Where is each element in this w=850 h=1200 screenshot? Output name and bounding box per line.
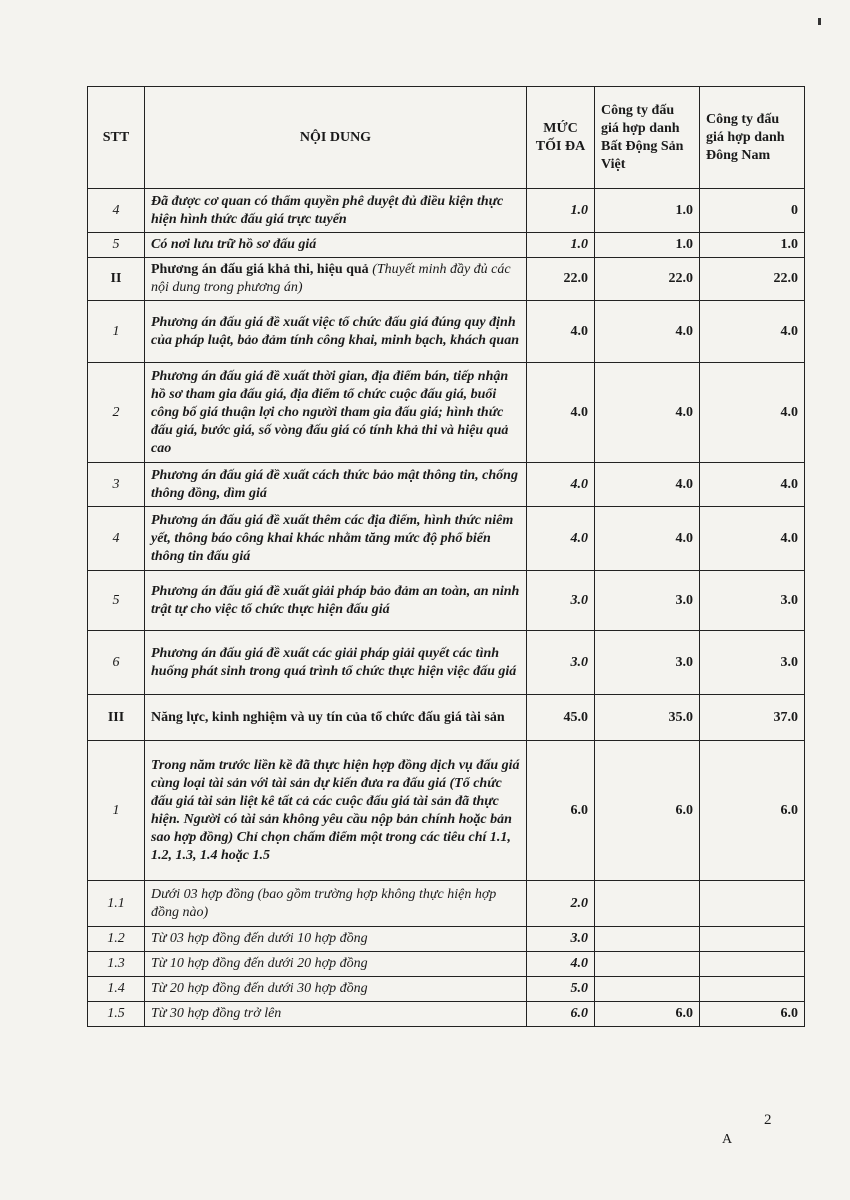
row-stt: 1.2: [88, 927, 145, 952]
row-stt: 6: [88, 631, 145, 695]
row-max: 3.0: [527, 927, 595, 952]
row-max: 5.0: [527, 977, 595, 1002]
row-content: [145, 258, 527, 301]
table-row: [88, 741, 805, 881]
header-muc-toi-da: MỨC TỐI ĐA: [527, 87, 595, 189]
page-mark: A: [722, 1132, 733, 1147]
row-score-1: 4.0: [595, 363, 700, 463]
table-row: [88, 189, 805, 233]
row-stt: 1: [88, 301, 145, 363]
page-number: 2: [764, 1112, 772, 1128]
row-content: Từ 20 hợp đồng đến dưới 30 hợp đồng: [145, 977, 527, 1002]
row-score-2: 22.0: [700, 258, 805, 301]
scoring-table: [87, 86, 805, 1027]
row-max: 4.0: [527, 463, 595, 507]
row-score-1: [595, 881, 700, 927]
table-row: [88, 507, 805, 571]
row-score-2: 3.0: [700, 631, 805, 695]
row-stt: III: [88, 695, 145, 741]
row-score-1: 35.0: [595, 695, 700, 741]
row-content: Dưới 03 hợp đồng (bao gồm trường hợp không thực hiện hợp đồng nào): [145, 881, 527, 927]
table-row: [88, 631, 805, 695]
row-score-2: [700, 977, 805, 1002]
table-row: [88, 1002, 805, 1027]
row-score-2: 3.0: [700, 571, 805, 631]
row-score-2: 1.0: [700, 233, 805, 258]
row-stt: 1.4: [88, 977, 145, 1002]
row-stt: 1.1: [88, 881, 145, 927]
table-row: [88, 881, 805, 927]
table-row: [88, 952, 805, 977]
row-stt: 4: [88, 507, 145, 571]
row-max: 2.0: [527, 881, 595, 927]
row-score-1: [595, 927, 700, 952]
row-max: 1.0: [527, 233, 595, 258]
row-score-1: 4.0: [595, 463, 700, 507]
row-score-2: 4.0: [700, 363, 805, 463]
table-row: [88, 977, 805, 1002]
row-content: Phương án đấu giá đề xuất cách thức bảo mật thông tin, chống thông đồng, dìm giá: [145, 463, 527, 507]
row-max: 4.0: [527, 363, 595, 463]
row-stt: 5: [88, 233, 145, 258]
row-max: 3.0: [527, 631, 595, 695]
row-content: Đã được cơ quan có thẩm quyền phê duyệt đủ điều kiện thực hiện hình thức đấu giá trực tuyến: [145, 189, 527, 233]
row-content: Có nơi lưu trữ hồ sơ đấu giá: [145, 233, 527, 258]
row-max: 4.0: [527, 301, 595, 363]
row-score-1: 6.0: [595, 741, 700, 881]
row-score-1: 4.0: [595, 507, 700, 571]
row-max: 4.0: [527, 507, 595, 571]
row-score-2: [700, 881, 805, 927]
row-max: 6.0: [527, 741, 595, 881]
row-max: 4.0: [527, 952, 595, 977]
row-content: Năng lực, kinh nghiệm và uy tín của tổ chức đấu giá tài sản: [145, 695, 527, 741]
table-row: [88, 363, 805, 463]
row-stt: 1: [88, 741, 145, 881]
table-section-row: [88, 695, 805, 741]
row-stt: 5: [88, 571, 145, 631]
row-score-1: 1.0: [595, 189, 700, 233]
row-content: Phương án đấu giá đề xuất việc tổ chức đấu giá đúng quy định của pháp luật, bảo đảm tính công khai, minh bạch, khách quan: [145, 301, 527, 363]
row-content: Phương án đấu giá đề xuất thêm các địa điểm, hình thức niêm yết, thông báo công khai khác nhằm tăng mức độ phổ biến thông tin đấu giá: [145, 507, 527, 571]
table-row: [88, 571, 805, 631]
row-score-1: 4.0: [595, 301, 700, 363]
row-content: Từ 10 hợp đồng đến dưới 20 hợp đồng: [145, 952, 527, 977]
table-section-row: [88, 258, 805, 301]
row-content: Phương án đấu giá đề xuất giải pháp bảo đảm an toàn, an ninh trật tự cho việc tổ chức thực hiện đấu giá: [145, 571, 527, 631]
row-score-2: 4.0: [700, 463, 805, 507]
row-stt: II: [88, 258, 145, 301]
row-score-2: 6.0: [700, 741, 805, 881]
row-score-2: [700, 952, 805, 977]
row-stt: 3: [88, 463, 145, 507]
header-stt: STT: [88, 87, 145, 189]
row-max: 22.0: [527, 258, 595, 301]
row-content: Phương án đấu giá đề xuất thời gian, địa điểm bán, tiếp nhận hồ sơ tham gia đấu giá, địa điểm tổ chức cuộc đấu giá, buổi công bố giá thuận lợi cho người tham gia đấu giá; hình thức đấu giá, bước giá, số vòng đấu giá có tính khả thi và hiệu quả cao: [145, 363, 527, 463]
row-score-2: 6.0: [700, 1002, 805, 1027]
row-score-2: 37.0: [700, 695, 805, 741]
row-score-1: [595, 977, 700, 1002]
row-max: 45.0: [527, 695, 595, 741]
header-cong-ty-1: Công ty đấu giá hợp danh Bất Động Sản Việt: [595, 87, 700, 189]
row-max: 1.0: [527, 189, 595, 233]
row-score-2: 4.0: [700, 301, 805, 363]
row-score-2: 4.0: [700, 507, 805, 571]
row-max: 6.0: [527, 1002, 595, 1027]
row-content: Trong năm trước liền kề đã thực hiện hợp đồng dịch vụ đấu giá cùng loại tài sản với tài sản dự kiến đưa ra đấu giá (Tổ chức đấu giá tài sản liệt kê tất cả các cuộc đấu giá tài sản đã thực hiện. Người có tài sản không yêu cầu nộp bản chính hoặc bản sao hợp đồng) Chỉ chọn chấm điểm một trong các tiêu chí 1.1, 1.2, 1.3, 1.4 hoặc 1.5: [145, 741, 527, 881]
table-row: [88, 927, 805, 952]
row-content: Từ 30 hợp đồng trở lên: [145, 1002, 527, 1027]
row-score-2: 0: [700, 189, 805, 233]
table-row: [88, 463, 805, 507]
row-content: Phương án đấu giá đề xuất các giải pháp giải quyết các tình huống phát sinh trong quá trình tổ chức thực hiện việc đấu giá: [145, 631, 527, 695]
row-stt: 4: [88, 189, 145, 233]
row-stt: 1.3: [88, 952, 145, 977]
row-content: Từ 03 hợp đồng đến dưới 10 hợp đồng: [145, 927, 527, 952]
row-score-1: 1.0: [595, 233, 700, 258]
row-score-2: [700, 927, 805, 952]
row-max: 3.0: [527, 571, 595, 631]
row-score-1: [595, 952, 700, 977]
table-row: [88, 233, 805, 258]
scan-mark: [818, 18, 821, 25]
row-score-1: 3.0: [595, 631, 700, 695]
table-row: [88, 301, 805, 363]
row-content-main: Phương án đấu giá khả thi, hiệu quả: [151, 262, 369, 277]
header-cong-ty-2: Công ty đấu giá hợp danh Đông Nam: [700, 87, 805, 189]
row-score-1: 6.0: [595, 1002, 700, 1027]
row-stt: 1.5: [88, 1002, 145, 1027]
row-stt: 2: [88, 363, 145, 463]
row-content-note: (Thuyết minh đầy đủ các nội dung trong phương án): [151, 262, 511, 295]
table-header-row: [88, 87, 805, 189]
row-score-1: 22.0: [595, 258, 700, 301]
row-score-1: 3.0: [595, 571, 700, 631]
header-noi-dung: NỘI DUNG: [145, 87, 527, 189]
